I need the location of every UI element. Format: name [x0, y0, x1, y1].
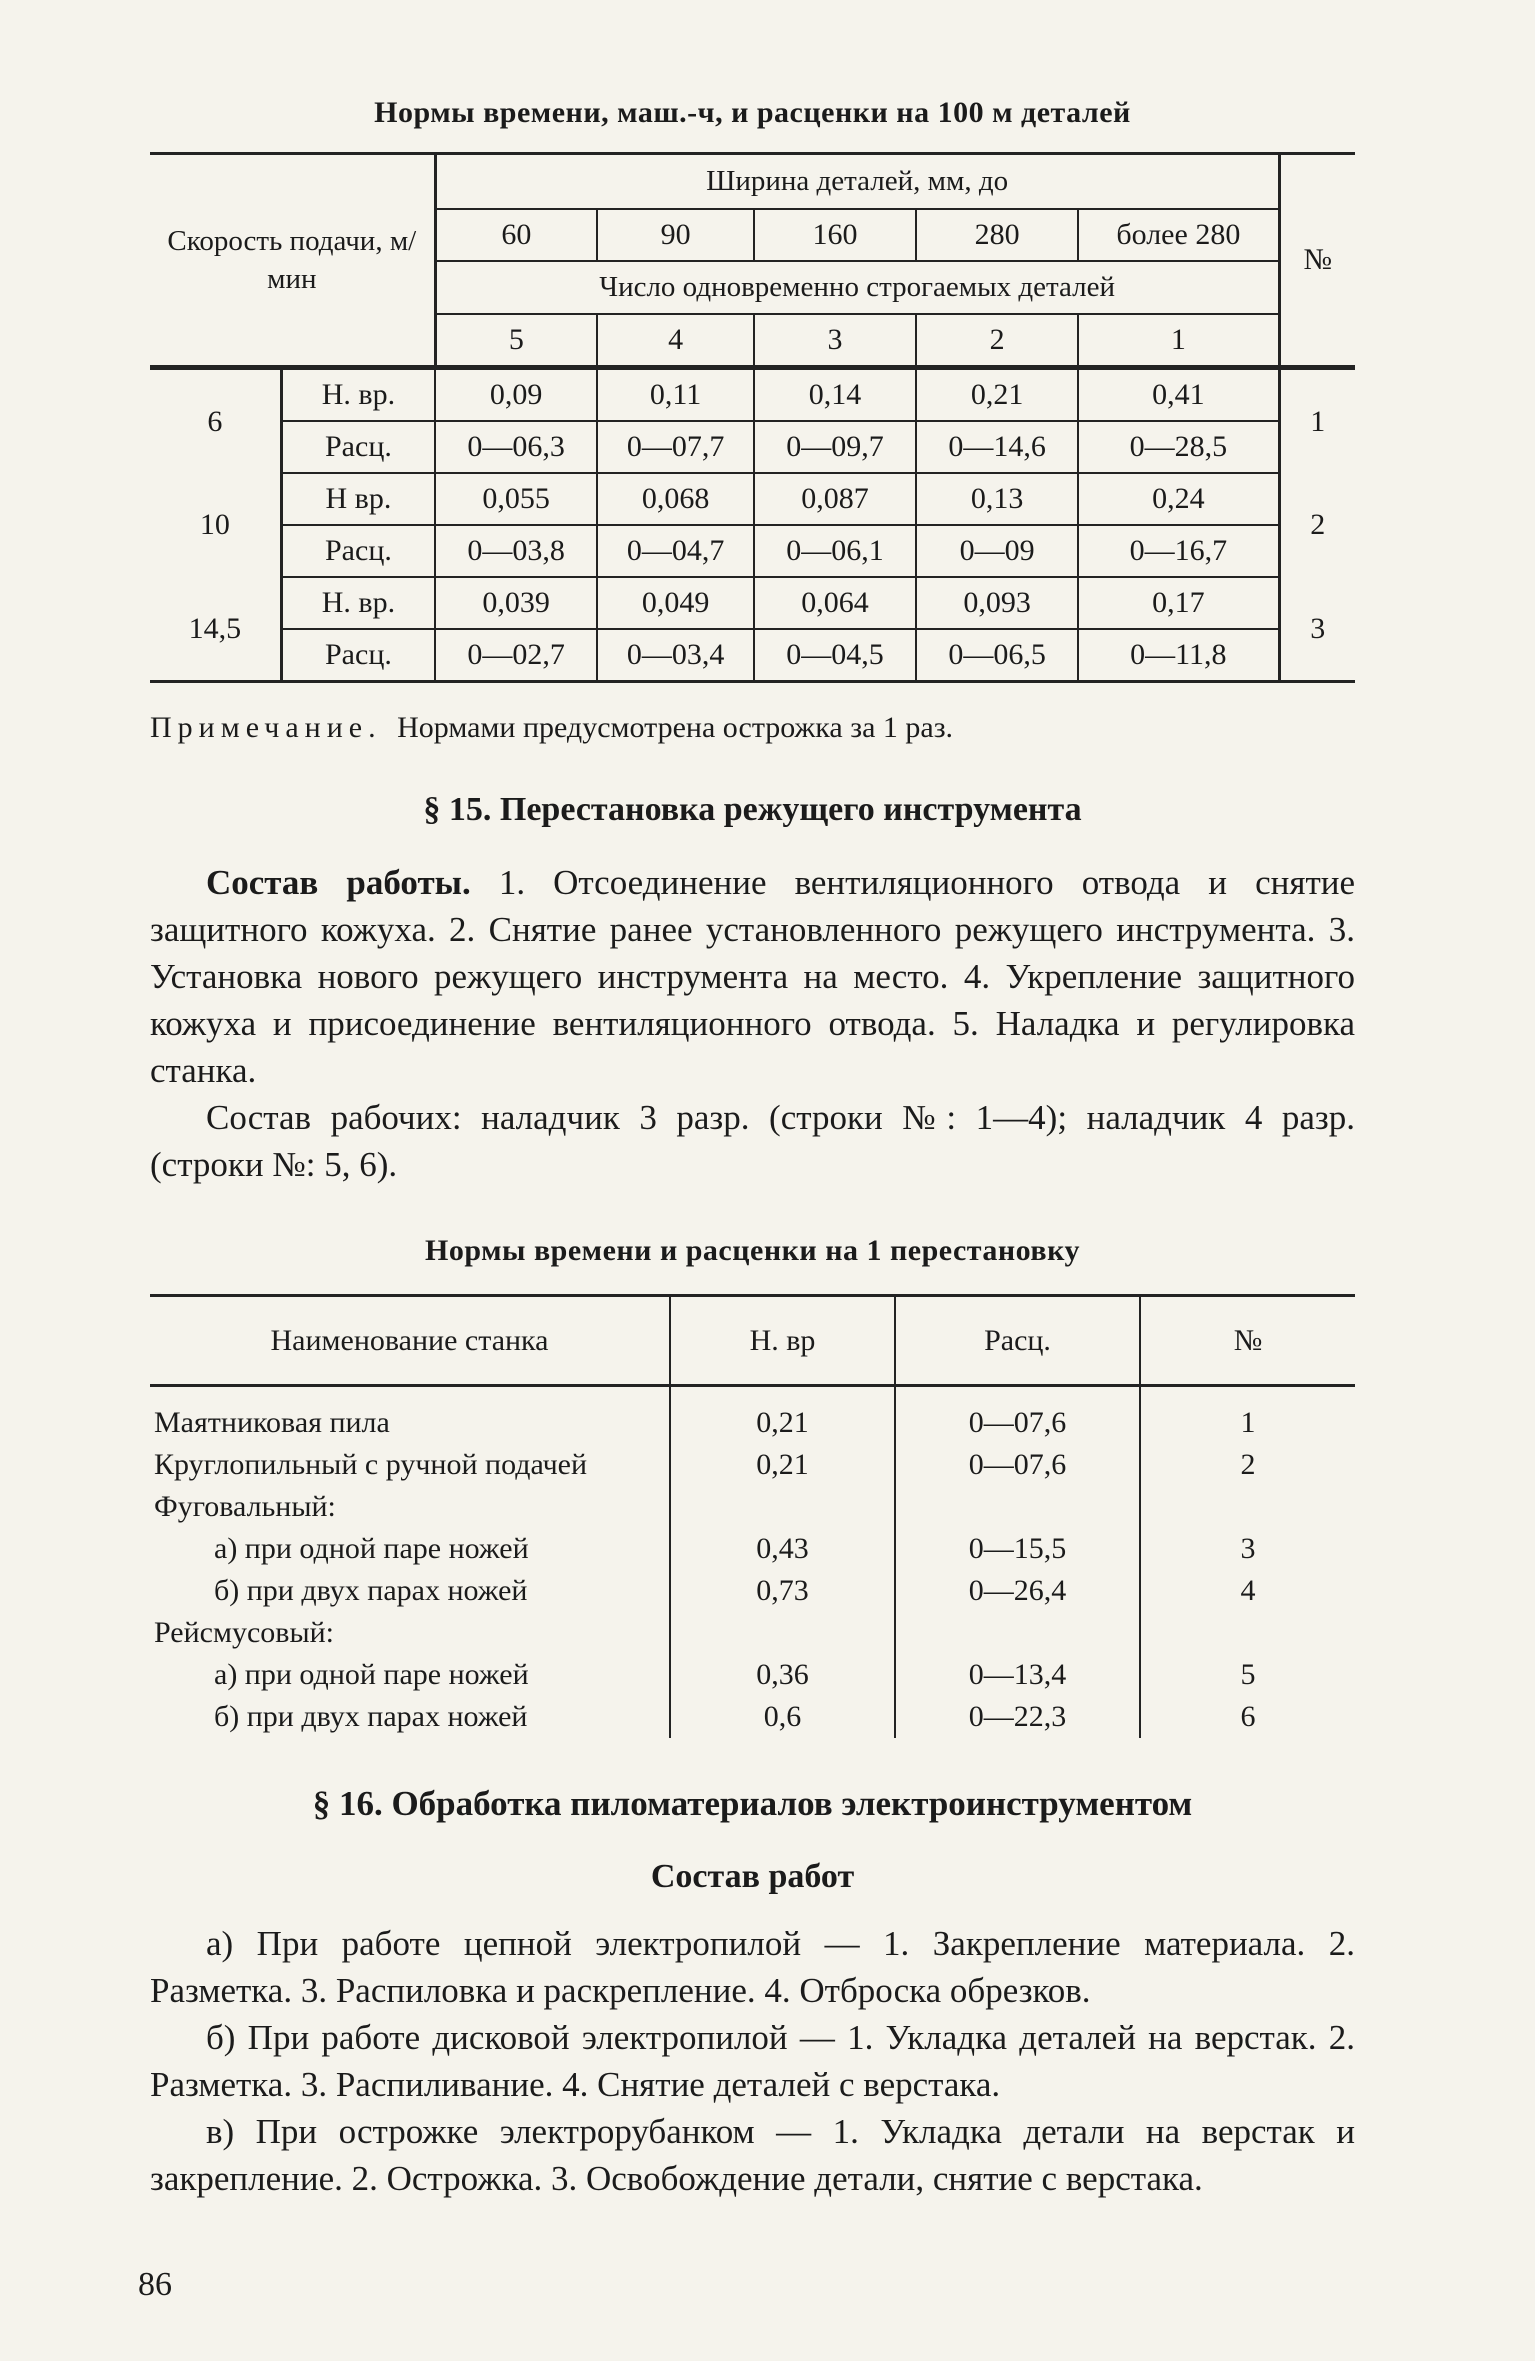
time-norm-cell: 0,43 — [670, 1528, 895, 1570]
time-norm-value-cell: 0,087 — [754, 473, 916, 525]
t2-header-row — [150, 1296, 1355, 1386]
rate-cell: 0—26,4 — [895, 1570, 1140, 1612]
t1-group1-rate-row — [150, 421, 1355, 473]
table2-title: Нормы времени и расценки на 1 перестановку — [425, 1234, 1080, 1267]
section15-p1-text: 1. Отсоединение вентиляционного отвода и снятие защитного кожуха. 2. Снятие ранее установленного режущего инструмента. 3. Установка нового режущего инструмента на место. 4. Укрепление защитного кожуха и присоединение вентиляционного отвода. 5. Наладка и регулировка станка. — [150, 863, 1356, 1090]
count-value-cell: 4 — [597, 314, 754, 368]
time-norm-cell: 0,73 — [670, 1570, 895, 1612]
table1-footnote — [150, 711, 1355, 745]
rate-cell: 0—22,3 — [895, 1696, 1140, 1738]
time-norm-cell — [670, 1612, 895, 1654]
time-norm-value-cell: 0,24 — [1078, 473, 1279, 525]
time-norm-label-cell: Н вр. — [281, 473, 435, 525]
t1-group1-time-row — [150, 368, 1355, 422]
footnote-lead: Примечание. — [150, 711, 382, 744]
width-value-cell: 160 — [754, 209, 916, 261]
t2-row — [150, 1486, 1355, 1528]
time-norm-value-cell: 0,093 — [916, 577, 1078, 629]
section15-heading: § 15. Перестановка режущего инструмента — [423, 791, 1082, 828]
row-number-cell: 1 — [1240, 1406, 1256, 1439]
rate-value-cell: 0—09,7 — [754, 421, 916, 473]
width-value-cell: 60 — [435, 209, 597, 261]
t1-group3-time-row — [150, 577, 1355, 629]
rate-header-cell: Расц. — [895, 1296, 1140, 1386]
t2-row — [150, 1654, 1355, 1696]
section16-heading: § 16. Обработка пиломатериалов электроинструментом — [312, 1784, 1193, 1823]
t1-group3-rate-row — [150, 629, 1355, 682]
time-norm-cell — [670, 1486, 895, 1528]
time-norm-label-cell: Н. вр. — [281, 577, 435, 629]
footnote-text: Нормами предусмотрена острожка за 1 раз. — [397, 711, 954, 744]
time-norm-label-cell: Н. вр. — [281, 368, 435, 422]
count-value-cell: 3 — [754, 314, 916, 368]
count-value-cell: 2 — [916, 314, 1078, 368]
table2-repositioning-norms — [150, 1294, 1355, 1738]
row-number-cell: 1 — [1279, 368, 1355, 474]
time-norm-cell: 0,6 — [670, 1696, 895, 1738]
time-norm-value-cell: 0,21 — [916, 368, 1078, 422]
row-number-cell: 3 — [1279, 577, 1355, 682]
time-norm-value-cell: 0,064 — [754, 577, 916, 629]
count-value-cell: 1 — [1078, 314, 1279, 368]
page-number: 86 — [138, 2266, 172, 2303]
rate-value-cell: 0—03,8 — [435, 525, 597, 577]
row-number-cell: 5 — [1240, 1658, 1256, 1691]
section16-paragraph-a: а) При работе цепной электропилой — 1. Закрепление материала. 2. Разметка. 3. Распиловка и раскрепление. 4. Отброска обрезков. — [150, 1924, 1355, 2010]
rate-cell: 0—07,6 — [895, 1444, 1140, 1486]
machine-name-header-cell: Наименование станка — [150, 1296, 670, 1386]
row-number-cell: 6 — [1240, 1700, 1256, 1733]
time-norm-header-cell: Н. вр — [670, 1296, 895, 1386]
t2-row — [150, 1696, 1355, 1738]
rate-label-cell: Расц. — [281, 629, 435, 682]
row-number-cell: 3 — [1240, 1532, 1256, 1565]
t1-group2-rate-row — [150, 525, 1355, 577]
machine-name-cell: а) при одной паре ножей — [150, 1528, 670, 1570]
time-norm-cell: 0,21 — [670, 1386, 895, 1445]
rate-value-cell: 0—06,1 — [754, 525, 916, 577]
time-norm-value-cell: 0,17 — [1078, 577, 1279, 629]
section16-paragraph-v: в) При острожке электрорубанком — 1. Укладка детали на верстак и закрепление. 2. Острожка. 3. Освобождение детали, снятие с верстака. — [150, 2112, 1355, 2198]
count-value-cell: 5 — [435, 314, 597, 368]
time-norm-value-cell: 0,055 — [435, 473, 597, 525]
section16-subheading: Состав работ — [650, 1858, 855, 1895]
row-number-cell — [1140, 1486, 1355, 1528]
section15-p1-lead: Состав работы. — [206, 863, 471, 902]
rate-value-cell: 0—07,7 — [597, 421, 754, 473]
table1-title: Нормы времени, маш.-ч, и расценки на 100 м деталей — [374, 96, 1131, 129]
width-value-cell: 280 — [916, 209, 1078, 261]
rate-value-cell: 0—14,6 — [916, 421, 1078, 473]
time-norm-cell: 0,36 — [670, 1654, 895, 1696]
feed-speed-cell: 14,5 — [150, 577, 281, 682]
rate-value-cell: 0—09 — [916, 525, 1078, 577]
machine-name-cell: б) при двух парах ножей — [150, 1570, 670, 1612]
rate-label-cell: Расц. — [281, 525, 435, 577]
time-norm-value-cell: 0,068 — [597, 473, 754, 525]
rate-label-cell: Расц. — [281, 421, 435, 473]
number-column-header-cell: № — [1279, 154, 1355, 368]
time-norm-value-cell: 0,13 — [916, 473, 1078, 525]
rate-cell — [895, 1486, 1140, 1528]
number-header-cell: № — [1140, 1296, 1355, 1386]
time-norm-value-cell: 0,14 — [754, 368, 916, 422]
rate-cell: 0—13,4 — [895, 1654, 1140, 1696]
rate-value-cell: 0—11,8 — [1078, 629, 1279, 682]
rate-cell — [895, 1612, 1140, 1654]
rate-cell: 0—07,6 — [895, 1386, 1140, 1445]
time-norm-cell: 0,21 — [670, 1444, 895, 1486]
row-number-cell: 2 — [1240, 1448, 1256, 1481]
rate-value-cell: 0—04,7 — [597, 525, 754, 577]
width-value-cell: более 280 — [1078, 209, 1279, 261]
rate-value-cell: 0—28,5 — [1078, 421, 1279, 473]
t1-group2-time-row — [150, 473, 1355, 525]
t2-row — [150, 1444, 1355, 1486]
t1-header-row-1 — [150, 154, 1355, 210]
feed-speed-cell: 6 — [150, 368, 281, 474]
machine-name-cell: Маятниковая пила — [150, 1386, 670, 1445]
t2-row — [150, 1386, 1355, 1445]
time-norm-value-cell: 0,039 — [435, 577, 597, 629]
table1-planing-norms — [150, 152, 1355, 683]
width-value-cell: 90 — [597, 209, 754, 261]
rate-value-cell: 0—02,7 — [435, 629, 597, 682]
machine-name-cell: б) при двух парах ножей — [150, 1696, 670, 1738]
rate-value-cell: 0—06,3 — [435, 421, 597, 473]
width-header-cell: Ширина деталей, мм, до — [435, 154, 1279, 210]
row-number-cell: 2 — [1279, 473, 1355, 577]
t2-row — [150, 1612, 1355, 1654]
machine-name-cell: Круглопильный с ручной подачей — [150, 1444, 670, 1486]
rate-value-cell: 0—04,5 — [754, 629, 916, 682]
page-content — [150, 0, 1355, 2202]
time-norm-value-cell: 0,41 — [1078, 368, 1279, 422]
count-header-cell: Число одновременно строгаемых деталей — [435, 261, 1279, 314]
rate-cell: 0—15,5 — [895, 1528, 1140, 1570]
feed-speed-header-cell: Скорость подачи, м/мин — [150, 154, 435, 368]
t2-row — [150, 1570, 1355, 1612]
machine-name-cell: Рейсмусовый: — [150, 1612, 670, 1654]
machine-name-cell: а) при одной паре ножей — [150, 1654, 670, 1696]
row-number-cell: 4 — [1240, 1574, 1256, 1607]
machine-name-cell: Фуговальный: — [150, 1486, 670, 1528]
rate-value-cell: 0—16,7 — [1078, 525, 1279, 577]
rate-value-cell: 0—03,4 — [597, 629, 754, 682]
feed-speed-cell: 10 — [150, 473, 281, 577]
section15-paragraph2: Состав рабочих: наладчик 3 разр. (строки №: 1—4); наладчик 4 разр. (строки №: 5, 6). — [150, 1098, 1355, 1184]
section15-paragraph1 — [150, 859, 1355, 1094]
time-norm-value-cell: 0,11 — [597, 368, 754, 422]
time-norm-value-cell: 0,09 — [435, 368, 597, 422]
section16-paragraph-b: б) При работе дисковой электропилой — 1. Укладка деталей на верстак. 2. Разметка. 3. Распиливание. 4. Снятие деталей с верстака. — [150, 2018, 1355, 2104]
t2-row — [150, 1528, 1355, 1570]
row-number-cell — [1140, 1612, 1355, 1654]
time-norm-value-cell: 0,049 — [597, 577, 754, 629]
rate-value-cell: 0—06,5 — [916, 629, 1078, 682]
